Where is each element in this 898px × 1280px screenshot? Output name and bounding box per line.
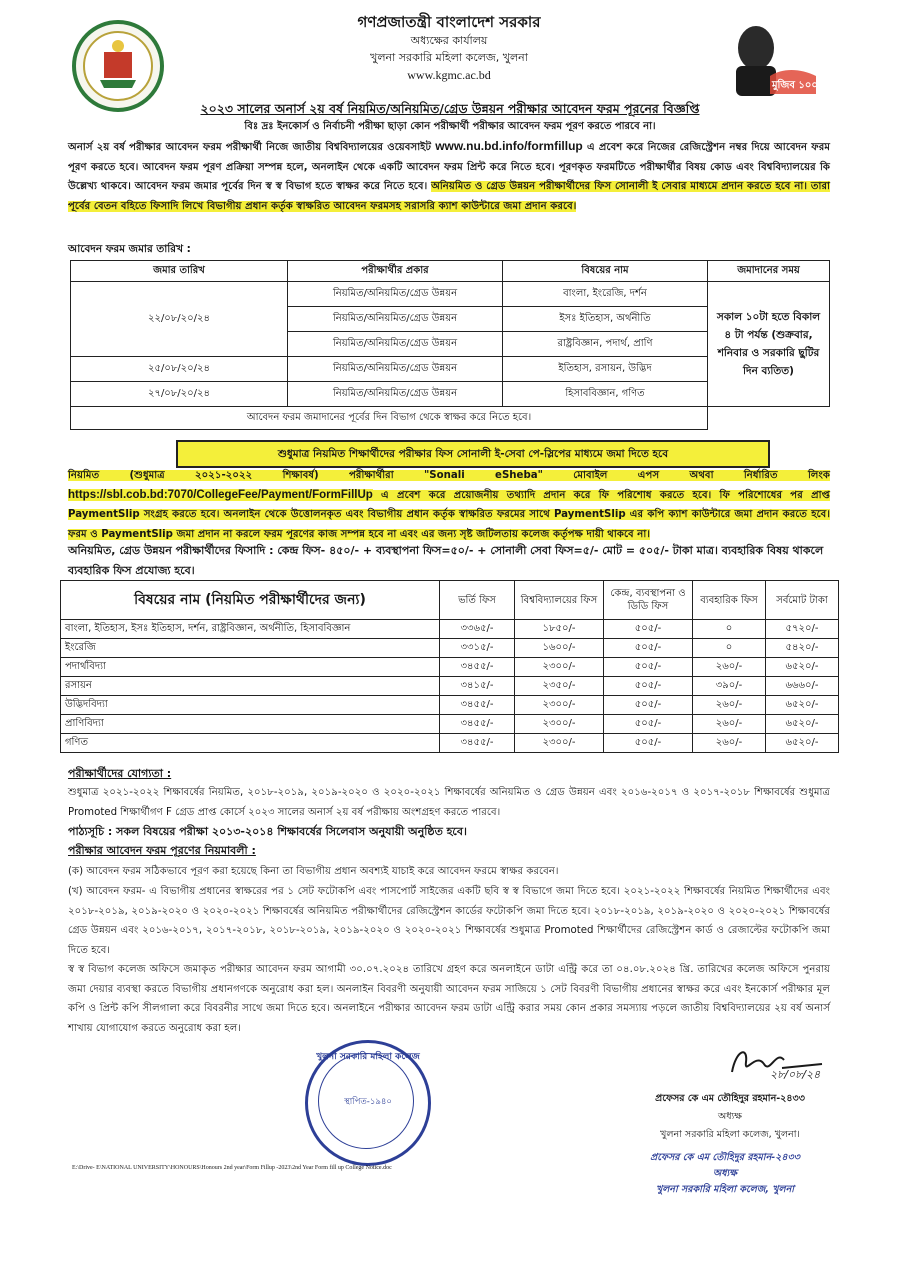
table-row xyxy=(61,620,839,639)
rule-kh: (খ) আবেদন ফরম- এ বিভাগীয় প্রধানের স্বাক্ষরের পর ১ সেট ফটোকপি এবং পাসপোর্ট সাইজের একটি ছবি স্ব স্ব বিভাগে জমা দিতে হবে। ২০২১-২০২২ শিক্ষাবর্ষের নিয়মিত শিক্ষার্থীদের এবং ২০১৮-২০১৯, ২০১৯-২০২০ ও ২০২০-২০২১ শিক্ষাবর্ষের অনিয়মিত পরীক্ষার্থীদের রেজিস্ট্রেশন কার্ডের ফটোকপি জমা দিতে হবে। ২০১৮-২০১৯, ২০১৯-২০২০ ও ২০২০-২০২১ শিক্ষাবর্ষের গ্রেড উন্নয়ন এবং ২০১৬-২০১৭, ২০১৭-২০১৮, ২০১৮-২০১৯, ২০১৯-২০২০ ও ২০২০-২০২১ শিক্ষাবর্ষের শুধুমাত্র Promoted শিক্ষার্থীদের রেজিস্ট্রেশন কার্ড ও রেজাল্টের ফটোকপি জমা দিতে হবে। xyxy=(68,886,830,956)
dates-header-type: পরীক্ষার্থীর প্রকার xyxy=(288,261,503,282)
instructions-paragraph xyxy=(68,137,830,216)
fee-total: ৫৪২০/- xyxy=(766,639,839,658)
fee-admission: ৩৩১৫/- xyxy=(440,639,515,658)
type-cell: নিয়মিত/অনিয়মিত/গ্রেড উন্নয়ন xyxy=(288,307,503,332)
date-cell: ২৫/০৮/২০/২৪ xyxy=(71,357,288,382)
signatory-college: খুলনা সরকারি মহিলা কলেজ, খুলনা। xyxy=(660,1129,800,1140)
fee-admission: ৩৪৫৫/- xyxy=(440,696,515,715)
fee-table xyxy=(60,580,839,753)
dates-header-time: জমাদানের সময় xyxy=(708,261,830,282)
fee-total: ৬৫২০/- xyxy=(766,658,839,677)
fee-header-admission: ভর্তি ফিস xyxy=(440,581,515,620)
sonali-payment-link[interactable]: https://sbl.cob.bd:7070/CollegeFee/Payment/FormFillUp xyxy=(68,488,373,501)
type-cell: নিয়মিত/অনিয়মিত/গ্রেড উন্নয়ন xyxy=(288,382,503,407)
office-name: অধ্যক্ষের কার্যালয় xyxy=(410,34,488,47)
formfillup-link[interactable]: www.nu.bd.info/formfillup xyxy=(435,139,583,153)
fee-practical: ৩৯০/- xyxy=(693,677,766,696)
dates-footer: আবেদন ফরম জমাদানের পূর্বের দিন বিভাগ থেকে স্বাক্ষর করে নিতে হবে। xyxy=(71,407,708,430)
fee-practical: ২৬০/- xyxy=(693,658,766,677)
seal-year: স্থাপিত-১৯৪০ xyxy=(344,1097,392,1107)
signatory-name: প্রফেসর কে এম তৌহিদুর রহমান-২৪৩৩ xyxy=(655,1093,805,1104)
website-link[interactable]: www.kgmc.ac.bd xyxy=(407,68,491,82)
date-cell: ২২/০৮/২০/২৪ xyxy=(71,282,288,357)
fee-subject: ইংরেজি xyxy=(61,639,440,658)
fee-header-total: সর্বমোট টাকা xyxy=(766,581,839,620)
subject-cell: ইতিহাস, রসায়ন, উদ্ভিদ xyxy=(503,357,708,382)
signature-date: ২৮/০৮/২৪ xyxy=(770,1068,821,1081)
eligibility-text: শুধুমাত্র ২০২১-২০২২ শিক্ষাবর্ষের নিয়মিত, ২০১৮-২০১৯, ২০১৯-২০২০ ও ২০২০-২০২১ শিক্ষাবর্ষের অনিয়মিত ও গ্রেড উন্নয়ন এবং ২০১৬-২০১৭ ও ২০১৭-২০১৮ শিক্ষাবর্ষের শুধুমাত্র Promoted শিক্ষার্থীগণ F গ্রেড প্রাপ্ত কোর্সে ২০২৩ সালের অনার্স ২য় বর্ষ পরীক্ষায় অংশগ্রহণ করতে পারবে। xyxy=(68,787,830,818)
fee-subject: পদার্থবিদ্যা xyxy=(61,658,440,677)
table-row xyxy=(61,715,839,734)
table-row xyxy=(61,696,839,715)
instructions-text-b: এ প্রবেশ করে নিজের রেজিস্ট্রেশন নম্বর দিয়ে আবেদন ফরম পূরণ করতে হবে। আবেদন ফরম পূরণ প্রক্রিয়া সম্পন্ন হলে, অনলাইন থেকে একটি আবেদন ফরম প্রিন্ট করে নিতে হবে। পূরণকৃত ফরমটিতে পরীক্ষার্থীর বিষয় কোড এবং বিশ্ববিদ্যালয়ের কি উল্লেখ্য থাকবে। আবেদন ফরম জমার পূর্বের দিন স্ব স্ব বিভাগ হতে স্বাক্ষর করে নিতে হবে। xyxy=(68,142,830,192)
sonali-notice-box: শুধুমাত্র নিয়মিত শিক্ষার্থীদের পরীক্ষার ফিস সোনালী ই-সেবা পে-স্লিপের মাধ্যমে জমা দিতে হবে xyxy=(176,440,770,468)
fee-header-university: বিশ্ববিদ্যালয়ের ফিস xyxy=(515,581,604,620)
sonali-text-b: এ প্রবেশ করে প্রয়োজনীয় তথ্যাদি প্রদান করে ফি পরিশোধ করতে হবে। ফি পরিশোধের পর প্রাপ্ত PaymentSlip সংগ্রহ করতে হবে। অনলাইন থেকে উত্তোলনকৃত এবং বিভাগীয় প্রধান কর্তৃক স্বাক্ষরিত ফরমের সাথে PaymentSlip এর কপি ক্যাশ কাউন্টারে জমা প্রদান করতে হবে। ফরম ও PaymentSlip জমা প্রদান না করলে ফরম পূরণের কাজ সম্পন্ন হবে না এবং এর জন্য সৃষ্ট জটিলতায় কলেজ কর্তৃপক্ষ দায়ী থাকবে না। xyxy=(68,489,830,540)
principal-stamp xyxy=(618,1150,832,1198)
dates-header-date: জমার তারিখ xyxy=(71,261,288,282)
fee-university: ২৩৫০/- xyxy=(515,677,604,696)
fee-admission: ৩৩৬৫/- xyxy=(440,620,515,639)
fee-university: ২৩০০/- xyxy=(515,734,604,753)
fee-university: ১৬০০/- xyxy=(515,639,604,658)
type-cell: নিয়মিত/অনিয়মিত/গ্রেড উন্নয়ন xyxy=(288,357,503,382)
stamp-title: অধ্যক্ষ xyxy=(712,1168,737,1179)
college-name: খুলনা সরকারি মহিলা কলেজ, খুলনা xyxy=(370,51,528,64)
date-cell: ২৭/০৮/২০/২৪ xyxy=(71,382,288,407)
gov-title: গণপ্রজাতন্ত্রী বাংলাদেশ সরকার xyxy=(357,13,541,31)
fee-practical: ২৬০/- xyxy=(693,696,766,715)
fee-admission: ৩৪৫৫/- xyxy=(440,734,515,753)
fee-university: ২৩০০/- xyxy=(515,658,604,677)
mujib-100-text: মুজিব ১০০ xyxy=(772,80,818,91)
fee-total: ৬৬৬০/- xyxy=(766,677,839,696)
fee-university: ১৮৫০/- xyxy=(515,620,604,639)
fee-subject: উদ্ভিদবিদ্যা xyxy=(61,696,440,715)
seal-text: খুলনা সরকারি মহিলা কলেজ xyxy=(316,1052,420,1062)
fee-admission: ৩৪১৫/- xyxy=(440,677,515,696)
sonali-paragraph xyxy=(68,466,830,544)
fee-university: ২৩০০/- xyxy=(515,696,604,715)
fee-header-center: কেন্দ্র, ব্যবস্থাপনা ও ডিডি ফিস xyxy=(604,581,693,620)
fee-subject: রসায়ন xyxy=(61,677,440,696)
fee-center: ৫০৫/- xyxy=(604,658,693,677)
table-row xyxy=(61,734,839,753)
fee-practical: ২৬০/- xyxy=(693,734,766,753)
dates-label: আবেদন ফরম জমার তারিখ : xyxy=(68,243,191,255)
rule-k: (ক) আবেদন ফরম সঠিকভাবে পূরণ করা হয়েছে কিনা তা বিভাগীয় প্রধান অবশ্যই যাচাই করে আবেদন ফরমে স্বাক্ষর করবেন। xyxy=(68,866,559,877)
rule-final: স্ব স্ব বিভাগ কলেজ অফিসে জমাকৃত পরীক্ষার আবেদন ফরম আগামী ৩০.০৭.২০২৪ তারিখে গ্রহণ করে অনলাইনে ডাটা এন্ট্রি করে তা ০৪.০৮.২০২৪ খ্রি. তারিখের কলেজ অফিসে পুনরায় জমা দেয়ার ব্যবস্থা করতে বিভাগীয় প্রধানগণকে অনুরোধ করা হল। অনলাইন বিবরণী অনুযায়ী আবেদন ফরম সাজিয়ে ১ সেট বিবরণী বিভাগীয় প্রধানের স্বাক্ষর করে এবং ইনকোর্স পরীক্ষার মূল কপি ও প্রিন্ট কপি সীলগালা করে বিবরনীর সাথে জমা দিতে হবে। অনলাইনে পরীক্ষার আবেদন ফরম ডাটা এন্ট্রি করার সময় কোন প্রকার সমস্যায় পড়লে জাতীয় বিশ্ববিদ্যালয়ের ২য় বর্ষ অনার্স শাখায় যোগাযোগ করতে অনুরোধ করা হল। xyxy=(68,964,830,1034)
fee-subject: বাংলা, ইতিহাস, ইসঃ ইতিহাস, দর্শন, রাষ্ট্রবিজ্ঞান, অর্থনীতি, হিসাববিজ্ঞান xyxy=(61,620,440,639)
syllabus-note: পাঠ্যসূচি : সকল বিষয়ের পরীক্ষা ২০১৩-২০১৪ শিক্ষাবর্ষের সিলেবাস অনুযায়ী অনুষ্ঠিত হবে। xyxy=(68,825,467,838)
fee-total: ৬৫২০/- xyxy=(766,734,839,753)
fee-total: ৬৫২০/- xyxy=(766,696,839,715)
table-row xyxy=(61,639,839,658)
fee-subject: প্রাণিবিদ্যা xyxy=(61,715,440,734)
college-seal xyxy=(305,1040,431,1166)
highlighted-instruction: অনিয়মিত ও গ্রেড উন্নয়ন পরীক্ষার্থীদের ফিস সোনালী ই সেবার মাধ্যমে প্রদান করতে হবে না। তারা পূর্বের বেতন বহিতে ফিসাদি লিখে বিভাগীয় প্রধান কর্তৃক স্বাক্ষরিত আবেদন ফরমসহ সরাসরি ক্যাশ কাউন্টারে জমা প্রদান করবে। xyxy=(68,181,830,212)
type-cell: নিয়মিত/অনিয়মিত/গ্রেড উন্নয়ন xyxy=(288,282,503,307)
table-row xyxy=(61,658,839,677)
subject-cell: হিসাববিজ্ঞান, গণিত xyxy=(503,382,708,407)
signatory-title: অধ্যক্ষ xyxy=(717,1111,742,1122)
fee-university: ২৩০০/- xyxy=(515,715,604,734)
fee-center: ৫০৫/- xyxy=(604,677,693,696)
fee-subject: গণিত xyxy=(61,734,440,753)
submission-time: সকাল ১০টা হতে বিকাল ৪ টা পর্যন্ত (শুক্রবার, শনিবার ও সরকারি ছুটির দিন ব্যতিত) xyxy=(708,282,830,407)
sonali-text-a: নিয়মিত (শুধুমাত্র ২০২১-২০২২ শিক্ষাবর্ষ) পরীক্ষার্থীরা "Sonali eSheba" মোবাইল এপস অথবা নির্ধারিত লিংক xyxy=(68,470,830,481)
notice-title: ২০২৩ সালের অনার্স ২য় বর্ষ নিয়মিত/অনিয়মিত/গ্রেড উন্নয়ন পরীক্ষার আবেদন ফরম পূরনের বিজ্ঞপ্তি xyxy=(200,101,700,116)
subject-cell: বাংলা, ইংরেজি, দর্শন xyxy=(503,282,708,307)
dates-table xyxy=(70,260,830,430)
fee-total: ৫৭২০/- xyxy=(766,620,839,639)
fee-practical: ০ xyxy=(693,639,766,658)
fee-header-subject: বিষয়ের নাম (নিয়মিত পরীক্ষার্থীদের জন্য) xyxy=(61,581,440,620)
file-path: E:\Drive- E\NATIONAL UNIVERSITY\HONOURS\Honours 2nd year\Form Fillup -2023\2nd Year Form fill up College Notice.doc xyxy=(72,1165,392,1171)
instructions-text-a: অনার্স ২য় বর্ষ পরীক্ষার আবেদন ফরম পরীক্ষার্থী নিজে জাতীয় বিশ্ববিদ্যালয়ের ওয়েবসাইট xyxy=(68,142,436,153)
fee-header-practical: ব্যবহারিক ফিস xyxy=(693,581,766,620)
subject-cell: ইসঃ ইতিহাস, অর্থনীতি xyxy=(503,307,708,332)
eligibility-heading: পরীক্ষার্থীদের যোগ্যতা : xyxy=(68,767,172,780)
notice-subtitle: বিঃ দ্রঃ ইনকোর্স ও নির্বাচনী পরীক্ষা ছাড়া কোন পরীক্ষার্থী পরীক্ষার আবেদন ফরম পূরণ করতে পারবে না। xyxy=(244,121,656,132)
fee-total: ৬৫২০/- xyxy=(766,715,839,734)
fee-center: ৫০৫/- xyxy=(604,734,693,753)
rules-heading: পরীক্ষার আবেদন ফরম পূরণের নিয়মাবলী : xyxy=(68,844,256,857)
fee-practical: ০ xyxy=(693,620,766,639)
fee-admission: ৩৪৫৫/- xyxy=(440,658,515,677)
fee-center: ৫০৫/- xyxy=(604,715,693,734)
irregular-fee-note: অনিয়মিত, গ্রেড উন্নয়ন পরীক্ষার্থীদের ফিসাদি : কেন্দ্র ফিস- ৪৫০/- + ব্যবস্থাপনা ফিস=৫০/- + সোনালী সেবা ফিস=৫/- মোট = ৫০৫/- টাকা মাত্র। ব্যবহারিক বিষয় থাকলে ব্যবহারিক ফিস প্রযোজ্য হবে। xyxy=(68,544,824,577)
fee-center: ৫০৫/- xyxy=(604,620,693,639)
dates-header-subject: বিষয়ের নাম xyxy=(503,261,708,282)
stamp-college: খুলনা সরকারি মহিলা কলেজ, খুলনা xyxy=(655,1184,795,1195)
fee-admission: ৩৪৫৫/- xyxy=(440,715,515,734)
mujib-100-logo xyxy=(722,14,822,102)
type-cell: নিয়মিত/অনিয়মিত/গ্রেড উন্নয়ন xyxy=(288,332,503,357)
fee-center: ৫০৫/- xyxy=(604,639,693,658)
subject-cell: রাষ্ট্রবিজ্ঞান, পদার্থ, প্রাণি xyxy=(503,332,708,357)
signatory-block xyxy=(630,1090,830,1144)
fee-practical: ২৬০/- xyxy=(693,715,766,734)
stamp-name: প্রফেসর কে এম তৌহিদুর রহমান-২৪৩৩ xyxy=(650,1152,800,1163)
table-row xyxy=(61,677,839,696)
fee-center: ৫০৫/- xyxy=(604,696,693,715)
